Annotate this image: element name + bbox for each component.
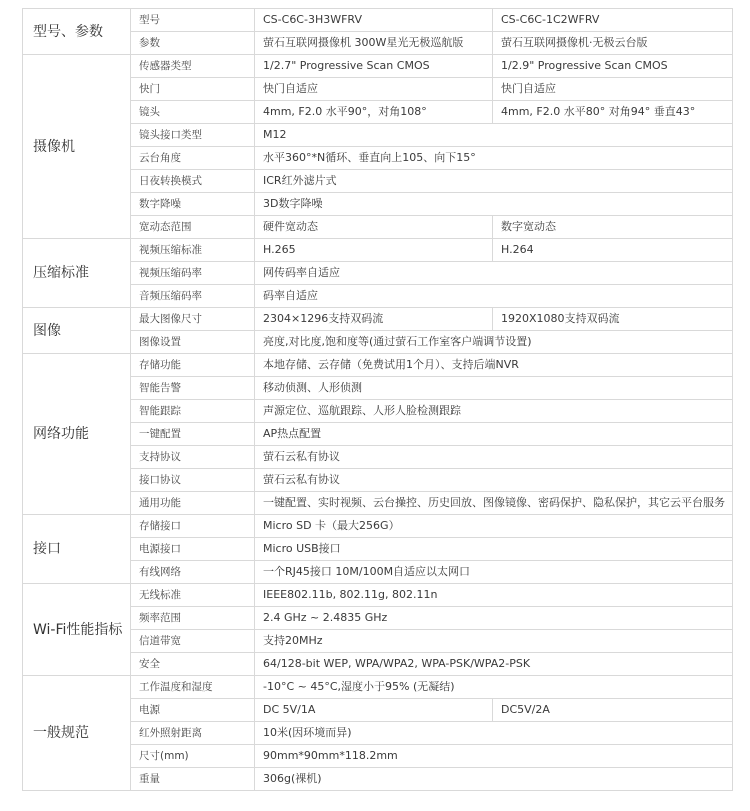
- spec-value: CS-C6C-3H3WFRV: [255, 9, 493, 32]
- spec-value: 一个RJ45接口 10M/100M自适应以太网口: [255, 561, 733, 584]
- spec-label: 传感器类型: [131, 55, 255, 78]
- spec-value: IEEE802.11b, 802.11g, 802.11n: [255, 584, 733, 607]
- spec-value: 声源定位、巡航跟踪、人形人脸检测跟踪: [255, 400, 733, 423]
- spec-value: -10°C ~ 45°C,湿度小于95% (无凝结): [255, 676, 733, 699]
- spec-label: 安全: [131, 653, 255, 676]
- spec-value: H.265: [255, 239, 493, 262]
- spec-value: 网传码率自适应: [255, 262, 733, 285]
- spec-label: 频率范围: [131, 607, 255, 630]
- spec-label: 型号: [131, 9, 255, 32]
- spec-label: 快门: [131, 78, 255, 101]
- spec-value: DC5V/2A: [493, 699, 733, 722]
- spec-value: M12: [255, 124, 733, 147]
- spec-row: [23, 676, 733, 699]
- section-category: 一般规范: [23, 676, 131, 791]
- spec-label: 红外照射距离: [131, 722, 255, 745]
- spec-value: 1/2.9" Progressive Scan CMOS: [493, 55, 733, 78]
- spec-label: 通用功能: [131, 492, 255, 515]
- spec-label: 工作温度和湿度: [131, 676, 255, 699]
- spec-value: 快门自适应: [493, 78, 733, 101]
- spec-value: 萤石云私有协议: [255, 446, 733, 469]
- spec-value: 90mm*90mm*118.2mm: [255, 745, 733, 768]
- spec-label: 一键配置: [131, 423, 255, 446]
- spec-row: [23, 55, 733, 78]
- spec-label: 宽动态范围: [131, 216, 255, 239]
- section-category: 网络功能: [23, 354, 131, 515]
- spec-label: 数字降噪: [131, 193, 255, 216]
- spec-row: [23, 308, 733, 331]
- spec-value: ICR红外滤片式: [255, 170, 733, 193]
- spec-value: 10米(因环境而异): [255, 722, 733, 745]
- spec-label: 存储功能: [131, 354, 255, 377]
- spec-value: 一键配置、实时视频、云台操控、历史回放、图像镜像、密码保护、隐私保护，其它云平台服务: [255, 492, 733, 515]
- section-category: 型号、参数: [23, 9, 131, 55]
- spec-value: 萤石互联网摄像机 300W星光无极巡航版: [255, 32, 493, 55]
- spec-label: 接口协议: [131, 469, 255, 492]
- spec-label: 智能告警: [131, 377, 255, 400]
- spec-value: 萤石云私有协议: [255, 469, 733, 492]
- spec-value: 萤石互联网摄像机·无极云台版: [493, 32, 733, 55]
- spec-value: 本地存储、云存储（免费试用1个月）、支持后端NVR: [255, 354, 733, 377]
- spec-value: 亮度,对比度,饱和度等(通过萤石工作室客户端调节设置): [255, 331, 733, 354]
- spec-label: 云台角度: [131, 147, 255, 170]
- spec-row: [23, 354, 733, 377]
- spec-value: 支持20MHz: [255, 630, 733, 653]
- spec-value: 码率自适应: [255, 285, 733, 308]
- spec-label: 最大图像尺寸: [131, 308, 255, 331]
- spec-value: 1/2.7" Progressive Scan CMOS: [255, 55, 493, 78]
- spec-value: 64/128-bit WEP, WPA/WPA2, WPA-PSK/WPA2-PSK: [255, 653, 733, 676]
- section-category: 摄像机: [23, 55, 131, 239]
- spec-value: 2304×1296支持双码流: [255, 308, 493, 331]
- spec-table: [22, 8, 733, 791]
- spec-value: 4mm, F2.0 水平80° 对角94° 垂直43°: [493, 101, 733, 124]
- spec-label: 信道带宽: [131, 630, 255, 653]
- spec-value: CS-C6C-1C2WFRV: [493, 9, 733, 32]
- spec-label: 视频压缩标准: [131, 239, 255, 262]
- spec-value: Micro SD 卡（最大256G）: [255, 515, 733, 538]
- spec-value: 移动侦测、人形侦测: [255, 377, 733, 400]
- spec-label: 图像设置: [131, 331, 255, 354]
- spec-row: [23, 515, 733, 538]
- spec-value: 1920X1080支持双码流: [493, 308, 733, 331]
- spec-value: 3D数字降噪: [255, 193, 733, 216]
- spec-row: [23, 9, 733, 32]
- spec-value: DC 5V/1A: [255, 699, 493, 722]
- spec-label: 参数: [131, 32, 255, 55]
- section-category: Wi-Fi性能指标: [23, 584, 131, 676]
- spec-label: 镜头接口类型: [131, 124, 255, 147]
- spec-value: 306g(裸机): [255, 768, 733, 791]
- spec-label: 镜头: [131, 101, 255, 124]
- spec-label: 有线网络: [131, 561, 255, 584]
- spec-row: [23, 239, 733, 262]
- spec-label: 日夜转换模式: [131, 170, 255, 193]
- spec-value: 硬件宽动态: [255, 216, 493, 239]
- spec-label: 视频压缩码率: [131, 262, 255, 285]
- spec-value: 快门自适应: [255, 78, 493, 101]
- section-category: 图像: [23, 308, 131, 354]
- spec-value: 水平360°*N循环、垂直向上105、向下15°: [255, 147, 733, 170]
- spec-label: 电源: [131, 699, 255, 722]
- spec-label: 重量: [131, 768, 255, 791]
- spec-value: 数字宽动态: [493, 216, 733, 239]
- spec-label: 智能跟踪: [131, 400, 255, 423]
- spec-value: Micro USB接口: [255, 538, 733, 561]
- spec-label: 尺寸(mm): [131, 745, 255, 768]
- spec-value: AP热点配置: [255, 423, 733, 446]
- spec-label: 无线标准: [131, 584, 255, 607]
- section-category: 压缩标准: [23, 239, 131, 308]
- spec-value: H.264: [493, 239, 733, 262]
- spec-label: 电源接口: [131, 538, 255, 561]
- spec-label: 支持协议: [131, 446, 255, 469]
- spec-value: 2.4 GHz ~ 2.4835 GHz: [255, 607, 733, 630]
- spec-row: [23, 584, 733, 607]
- spec-label: 音频压缩码率: [131, 285, 255, 308]
- section-category: 接口: [23, 515, 131, 584]
- spec-value: 4mm, F2.0 水平90°，对角108°: [255, 101, 493, 124]
- spec-label: 存储接口: [131, 515, 255, 538]
